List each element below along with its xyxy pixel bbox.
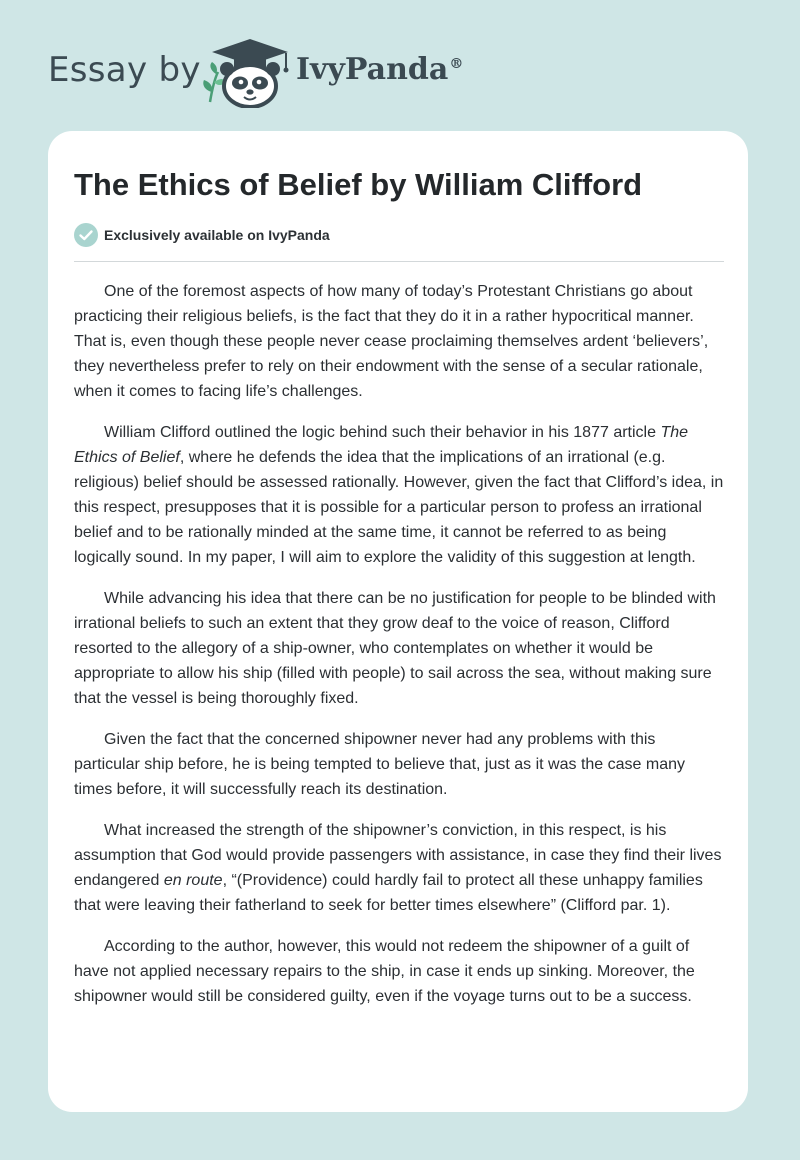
brand-header	[48, 36, 548, 108]
exclusive-badge-text: Exclusively available on IvyPanda	[104, 227, 330, 243]
essay-card	[48, 131, 748, 1112]
essay-paragraph	[74, 934, 724, 1009]
brand-name: IvyPanda®	[296, 52, 464, 87]
italic-text: en route	[163, 872, 223, 889]
essay-paragraph	[74, 279, 724, 404]
essay-paragraph	[74, 586, 724, 711]
exclusive-badge	[74, 222, 330, 248]
brand-prefix: Essay by	[48, 50, 201, 90]
italic-text: The Ethics of Belief	[74, 424, 689, 466]
registered-mark: ®	[449, 56, 464, 72]
essay-paragraph	[74, 727, 724, 802]
paragraph-text: , where he defends the idea that the implications of an irrational (e.g. religious) belief should be assessed rationally. However, given the fact that Clifford’s idea, in this respect, presupposes that it is possible for a particular person to profess an irrational belief and to be rationally minded at the same time, it cannot be referred to as being logically sound. In my paper, I will aim to explore the validity of this suggestion at length.	[74, 449, 724, 566]
paragraph-text: One of the foremost aspects of how many of today’s Protestant Christians go about practicing their religious beliefs, is the fact that they do it in a rather hypocritical manner. That is, even though these people never cease proclaiming themselves ardent ‘believers’, they nevertheless prefer to rely on their endowment with the sense of a secular rationale, when it comes to facing life’s challenges.	[74, 283, 709, 400]
check-circle-icon	[74, 223, 98, 247]
essay-paragraph	[74, 818, 724, 918]
essay-title: The Ethics of Belief by William Clifford	[74, 167, 643, 202]
essay-paragraph	[74, 420, 724, 570]
panda-graduate-icon	[200, 36, 292, 108]
essay-body	[74, 279, 724, 1025]
paragraph-text: While advancing his idea that there can be no justification for people to be blinded with irrational beliefs to such an extent that they grow deaf to the voice of reason, Clifford resorted to the allegory of a ship-owner, who contemplates on whether it would be appropriate to allow his ship (filled with people) to sail across the sea, without making sure that the vessel is being thoroughly fixed.	[74, 590, 716, 707]
paragraph-text: , “(Providence) could hardly fail to protect all these unhappy families that were leaving their fatherland to seek for better times elsewhere” (Clifford par. 1).	[74, 872, 703, 914]
paragraph-text: According to the author, however, this would not redeem the shipowner of a guilt of have not applied necessary repairs to the ship, in case it ends up sinking. Moreover, the shipowner would still be considered guilty, even if the voyage turns out to be a success.	[74, 938, 695, 1005]
paragraph-text: What increased the strength of the shipowner’s conviction, in this respect, is his assumption that God would provide passengers with assistance, in case they find their lives endangered	[74, 822, 722, 889]
paragraph-text: William Clifford outlined the logic behind such their behavior in his 1877 article	[104, 424, 661, 441]
paragraph-text: Given the fact that the concerned shipowner never had any problems with this particular ship before, he is being tempted to believe that, just as it was the case many times before, it will successfully reach its destination.	[74, 731, 685, 798]
title-divider	[74, 261, 724, 262]
